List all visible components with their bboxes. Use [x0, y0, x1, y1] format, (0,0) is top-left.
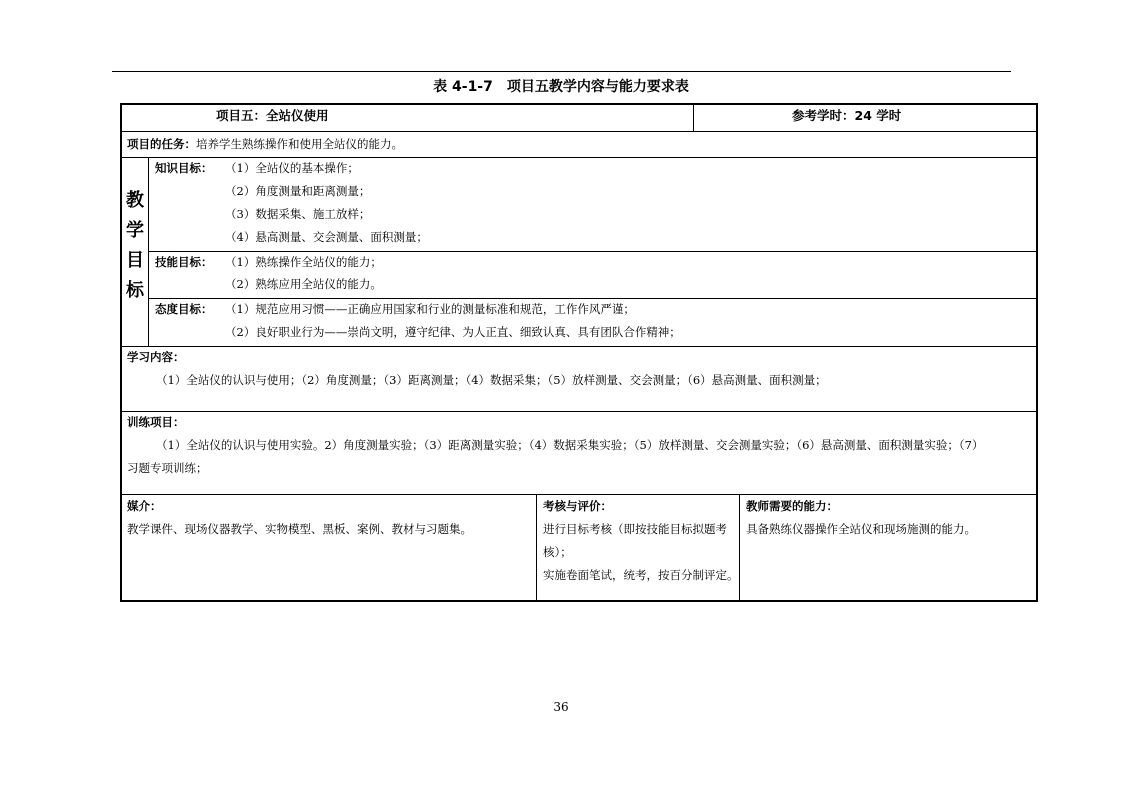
knowledge-item: （2）角度测量和距离测量； [225, 184, 371, 198]
media-label: 媒介： [127, 499, 162, 513]
skill-item: （1）熟练操作全站仪的能力； [225, 255, 382, 269]
col-divider [693, 104, 694, 131]
vertical-char: 标 [126, 280, 144, 301]
skill-item: （2）熟练应用全站仪的能力。 [225, 277, 382, 291]
attitude-item: （2）良好职业行为——崇尚文明，遵守纪律、为人正直、细致认真、具有团队合作精神； [225, 325, 681, 339]
row-divider [121, 157, 1037, 158]
reference-hours: 参考学时：24 学时 [792, 108, 902, 123]
training-label: 训练项目： [127, 415, 185, 429]
assessment-line: 核）； [543, 545, 572, 559]
row-divider [121, 346, 1037, 347]
row-divider [121, 131, 1037, 132]
page-number: 36 [553, 700, 569, 714]
task-text: 培养学生熟练操作和使用全站仪的能力。 [196, 137, 403, 151]
training-text-line2: 习题专项训练； [127, 461, 208, 475]
project-name: 项目五：全站仪使用 [216, 108, 329, 123]
assessment-label: 考核与评价： [543, 499, 612, 513]
task-row [127, 136, 403, 152]
assessment-line: 实施卷面笔试，统考，按百分制评定。 [543, 568, 739, 582]
vertical-char: 学 [126, 220, 144, 241]
row-divider [148, 298, 1037, 299]
vertical-char: 目 [126, 250, 144, 271]
media-text: 教学课件、现场仪器教学、实物模型、黑板、案例、教材与习题集。 [127, 522, 472, 536]
knowledge-label: 知识目标： [155, 161, 213, 175]
row-divider [148, 251, 1037, 252]
knowledge-item: （4）悬高测量、交会测量、面积测量； [225, 230, 428, 244]
col-divider [739, 494, 740, 601]
teacher-text: 具备熟练仪器操作全站仪和现场施测的能力。 [746, 522, 976, 536]
vertical-char: 教 [126, 190, 144, 211]
col-divider [536, 494, 537, 601]
training-text-line1: （1）全站仪的认识与使用实验。2）角度测量实验；（3）距离测量实验；（4）数据采集实验；（5）放样测量、交会测量实验；（6）悬高测量、面积测量实验；（7） [156, 438, 984, 452]
table-title: 表 4-1-7 项目五教学内容与能力要求表 [433, 79, 689, 95]
content-label: 学习内容： [127, 350, 185, 364]
header-rule [112, 71, 1011, 72]
attitude-item: （1）规范应用习惯——正确应用国家和行业的测量标准和规范，工作作风严谨； [225, 302, 635, 316]
col-divider [148, 157, 149, 346]
objectives-vertical-label [122, 186, 148, 306]
row-divider [121, 411, 1037, 412]
attitude-label: 态度目标： [155, 302, 213, 316]
row-divider [121, 494, 1037, 495]
skill-label: 技能目标： [155, 255, 213, 269]
knowledge-item: （1）全站仪的基本操作； [225, 161, 359, 175]
task-label: 项目的任务： [127, 137, 196, 151]
assessment-line: 进行目标考核（即按技能目标拟题考 [543, 522, 727, 536]
knowledge-item: （3）数据采集、施工放样； [225, 207, 371, 221]
content-text: （1）全站仪的认识与使用；（2）角度测量；（3）距离测量；（4）数据采集；（5）放样测量、交会测量；（6）悬高测量、面积测量； [156, 373, 827, 387]
teacher-label: 教师需要的能力： [746, 499, 838, 513]
